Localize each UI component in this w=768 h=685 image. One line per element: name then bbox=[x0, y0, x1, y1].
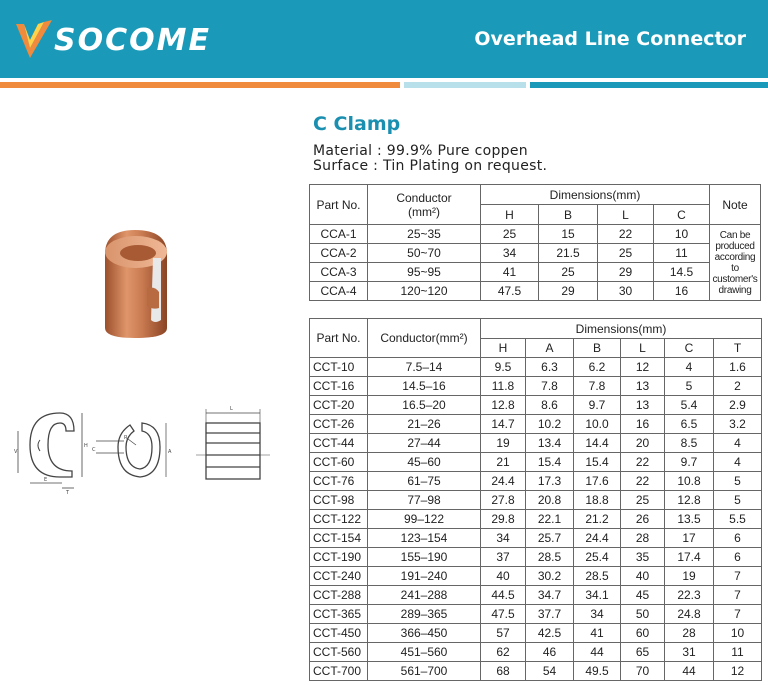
cell-conductor: 99–122 bbox=[368, 510, 481, 529]
cell-t: 4 bbox=[714, 434, 762, 453]
logo-text: SOCOME bbox=[54, 22, 211, 58]
cell-c: 5.4 bbox=[665, 396, 714, 415]
cell-l: 22 bbox=[621, 453, 665, 472]
header-note: Note bbox=[710, 185, 761, 225]
cell-h: 47.5 bbox=[481, 282, 539, 301]
cell-l: 50 bbox=[621, 605, 665, 624]
cell-conductor: 123–154 bbox=[368, 529, 481, 548]
cell-part-no: CCT-700 bbox=[310, 662, 368, 681]
light-stripe bbox=[404, 82, 526, 88]
cell-h: 41 bbox=[481, 263, 539, 282]
cell-part-no: CCT-60 bbox=[310, 453, 368, 472]
cell-c: 44 bbox=[665, 662, 714, 681]
header-part-no: Part No. bbox=[310, 319, 368, 358]
cell-h: 37 bbox=[481, 548, 526, 567]
cell-part-no: CCT-240 bbox=[310, 567, 368, 586]
page-title: Overhead Line Connector bbox=[474, 28, 746, 50]
logo-v-icon bbox=[14, 18, 54, 62]
cell-l: 65 bbox=[621, 643, 665, 662]
table-row bbox=[310, 605, 762, 624]
cell-a: 17.3 bbox=[526, 472, 574, 491]
cell-a: 54 bbox=[526, 662, 574, 681]
orange-stripe bbox=[0, 82, 400, 88]
surface-line: Surface : Tin Plating on request. bbox=[313, 158, 548, 174]
cca-spec-table bbox=[309, 184, 761, 301]
cell-part-no: CCA-4 bbox=[310, 282, 368, 301]
cell-a: 8.6 bbox=[526, 396, 574, 415]
cell-part-no: CCT-20 bbox=[310, 396, 368, 415]
cell-l: 22 bbox=[621, 472, 665, 491]
cell-a: 20.8 bbox=[526, 491, 574, 510]
cell-a: 13.4 bbox=[526, 434, 574, 453]
header-dim-h: H bbox=[481, 339, 526, 358]
header-conductor-unit: (mm²) bbox=[408, 204, 440, 219]
cell-conductor: 16.5–20 bbox=[368, 396, 481, 415]
label-h: H bbox=[84, 443, 88, 449]
cell-note: Can be produced according to customer's drawing bbox=[710, 225, 761, 301]
cell-t: 2 bbox=[714, 377, 762, 396]
cell-a: 46 bbox=[526, 643, 574, 662]
cell-part-no: CCT-26 bbox=[310, 415, 368, 434]
cell-a: 37.7 bbox=[526, 605, 574, 624]
cell-h: 12.8 bbox=[481, 396, 526, 415]
cell-l: 12 bbox=[621, 358, 665, 377]
cell-part-no: CCT-288 bbox=[310, 586, 368, 605]
header-dim-l: L bbox=[621, 339, 665, 358]
table-row bbox=[310, 529, 762, 548]
header-dim-l: L bbox=[598, 205, 654, 225]
table-row bbox=[310, 662, 762, 681]
cell-l: 35 bbox=[621, 548, 665, 567]
table-row bbox=[310, 282, 761, 301]
cell-t: 5.5 bbox=[714, 510, 762, 529]
cell-t: 6 bbox=[714, 548, 762, 567]
cell-b: 49.5 bbox=[574, 662, 621, 681]
cell-conductor: 50~70 bbox=[368, 244, 481, 263]
cell-l: 28 bbox=[621, 529, 665, 548]
header-dim-t: T bbox=[714, 339, 762, 358]
cell-part-no: CCA-1 bbox=[310, 225, 368, 244]
cell-conductor: 27–44 bbox=[368, 434, 481, 453]
teal-stripe bbox=[530, 82, 768, 88]
cell-t: 4 bbox=[714, 453, 762, 472]
cell-b: 34.1 bbox=[574, 586, 621, 605]
cell-b: 18.8 bbox=[574, 491, 621, 510]
cell-h: 34 bbox=[481, 244, 539, 263]
header-conductor: Conductor(mm²) bbox=[368, 319, 481, 358]
cell-conductor: 21–26 bbox=[368, 415, 481, 434]
cell-c: 16 bbox=[654, 282, 710, 301]
cell-t: 7 bbox=[714, 605, 762, 624]
cell-h: 34 bbox=[481, 529, 526, 548]
product-title: C Clamp bbox=[313, 113, 401, 135]
table-row bbox=[310, 358, 762, 377]
label-c: C bbox=[92, 447, 96, 453]
cell-c: 13.5 bbox=[665, 510, 714, 529]
cell-h: 47.5 bbox=[481, 605, 526, 624]
cell-b: 34 bbox=[574, 605, 621, 624]
cell-h: 29.8 bbox=[481, 510, 526, 529]
cell-part-no: CCT-98 bbox=[310, 491, 368, 510]
cell-b: 41 bbox=[574, 624, 621, 643]
header-dim-a: A bbox=[526, 339, 574, 358]
header-dim-c: C bbox=[654, 205, 710, 225]
cell-l: 30 bbox=[598, 282, 654, 301]
dimension-drawings bbox=[0, 395, 280, 505]
cell-part-no: CCT-450 bbox=[310, 624, 368, 643]
cell-b: 25.4 bbox=[574, 548, 621, 567]
cell-a: 42.5 bbox=[526, 624, 574, 643]
table-row bbox=[310, 548, 762, 567]
cell-b: 29 bbox=[539, 282, 598, 301]
cell-b: 25 bbox=[539, 263, 598, 282]
cell-t: 11 bbox=[714, 643, 762, 662]
cell-h: 25 bbox=[481, 225, 539, 244]
cell-part-no: CCT-190 bbox=[310, 548, 368, 567]
cell-l: 16 bbox=[621, 415, 665, 434]
cell-conductor: 120~120 bbox=[368, 282, 481, 301]
cell-conductor: 7.5–14 bbox=[368, 358, 481, 377]
cell-h: 14.7 bbox=[481, 415, 526, 434]
table-row bbox=[310, 244, 761, 263]
cell-b: 9.7 bbox=[574, 396, 621, 415]
cell-part-no: CCT-154 bbox=[310, 529, 368, 548]
cell-part-no: CCT-44 bbox=[310, 434, 368, 453]
cell-b: 17.6 bbox=[574, 472, 621, 491]
cell-h: 11.8 bbox=[481, 377, 526, 396]
cell-a: 28.5 bbox=[526, 548, 574, 567]
cell-l: 22 bbox=[598, 225, 654, 244]
label-e: E bbox=[44, 477, 48, 483]
cell-c: 17 bbox=[665, 529, 714, 548]
header-dimensions: Dimensions(mm) bbox=[481, 319, 762, 339]
cell-t: 3.2 bbox=[714, 415, 762, 434]
cell-t: 12 bbox=[714, 662, 762, 681]
cell-h: 44.5 bbox=[481, 586, 526, 605]
cell-l: 13 bbox=[621, 377, 665, 396]
cell-c: 5 bbox=[665, 377, 714, 396]
table-row bbox=[310, 567, 762, 586]
c-clamp-photo bbox=[95, 228, 175, 340]
table-row bbox=[310, 225, 761, 244]
cell-c: 9.7 bbox=[665, 453, 714, 472]
cell-h: 40 bbox=[481, 567, 526, 586]
cell-t: 7 bbox=[714, 586, 762, 605]
cell-conductor: 155–190 bbox=[368, 548, 481, 567]
cell-b: 28.5 bbox=[574, 567, 621, 586]
cell-l: 29 bbox=[598, 263, 654, 282]
table-row bbox=[310, 396, 762, 415]
cell-part-no: CCA-3 bbox=[310, 263, 368, 282]
cell-conductor: 45–60 bbox=[368, 453, 481, 472]
cell-a: 10.2 bbox=[526, 415, 574, 434]
cell-h: 24.4 bbox=[481, 472, 526, 491]
cell-c: 28 bbox=[665, 624, 714, 643]
cell-h: 19 bbox=[481, 434, 526, 453]
cell-c: 22.3 bbox=[665, 586, 714, 605]
cell-l: 70 bbox=[621, 662, 665, 681]
cell-h: 62 bbox=[481, 643, 526, 662]
table-row bbox=[310, 586, 762, 605]
label-t: T bbox=[66, 490, 70, 496]
cell-b: 14.4 bbox=[574, 434, 621, 453]
material-line: Material : 99.9% Pure coppen bbox=[313, 143, 528, 159]
cell-conductor: 366–450 bbox=[368, 624, 481, 643]
cell-l: 40 bbox=[621, 567, 665, 586]
table-row bbox=[310, 643, 762, 662]
header-part-no: Part No. bbox=[310, 185, 368, 225]
table-row bbox=[310, 510, 762, 529]
cell-a: 25.7 bbox=[526, 529, 574, 548]
header-conductor-label: Conductor bbox=[396, 190, 452, 205]
cell-c: 31 bbox=[665, 643, 714, 662]
cell-a: 30.2 bbox=[526, 567, 574, 586]
cell-a: 22.1 bbox=[526, 510, 574, 529]
cell-t: 5 bbox=[714, 491, 762, 510]
cell-t: 10 bbox=[714, 624, 762, 643]
cell-b: 21.2 bbox=[574, 510, 621, 529]
cell-a: 15.4 bbox=[526, 453, 574, 472]
cell-t: 2.9 bbox=[714, 396, 762, 415]
cell-c: 17.4 bbox=[665, 548, 714, 567]
header-band bbox=[0, 0, 768, 78]
cell-conductor: 289–365 bbox=[368, 605, 481, 624]
cell-c: 11 bbox=[654, 244, 710, 263]
cell-conductor: 14.5–16 bbox=[368, 377, 481, 396]
cell-b: 6.2 bbox=[574, 358, 621, 377]
cell-conductor: 561–700 bbox=[368, 662, 481, 681]
cell-part-no: CCA-2 bbox=[310, 244, 368, 263]
cell-conductor: 241–288 bbox=[368, 586, 481, 605]
cell-c: 10.8 bbox=[665, 472, 714, 491]
cell-l: 26 bbox=[621, 510, 665, 529]
table-row bbox=[310, 491, 762, 510]
header-conductor bbox=[368, 185, 481, 225]
cell-b: 15.4 bbox=[574, 453, 621, 472]
cell-b: 7.8 bbox=[574, 377, 621, 396]
cell-c: 6.5 bbox=[665, 415, 714, 434]
cell-t: 5 bbox=[714, 472, 762, 491]
table-row bbox=[310, 472, 762, 491]
cell-t: 7 bbox=[714, 567, 762, 586]
cell-b: 44 bbox=[574, 643, 621, 662]
label-a: A bbox=[168, 449, 172, 455]
table-row bbox=[310, 624, 762, 643]
cell-c: 10 bbox=[654, 225, 710, 244]
cell-part-no: CCT-10 bbox=[310, 358, 368, 377]
header-dim-c: C bbox=[665, 339, 714, 358]
cell-c: 24.8 bbox=[665, 605, 714, 624]
cell-h: 57 bbox=[481, 624, 526, 643]
cell-c: 19 bbox=[665, 567, 714, 586]
cell-t: 1.6 bbox=[714, 358, 762, 377]
company-logo bbox=[14, 14, 211, 66]
cell-conductor: 191–240 bbox=[368, 567, 481, 586]
cell-conductor: 95~95 bbox=[368, 263, 481, 282]
cell-part-no: CCT-365 bbox=[310, 605, 368, 624]
cct-spec-table bbox=[309, 318, 762, 681]
cell-conductor: 77–98 bbox=[368, 491, 481, 510]
cell-h: 21 bbox=[481, 453, 526, 472]
cell-l: 20 bbox=[621, 434, 665, 453]
cell-b: 24.4 bbox=[574, 529, 621, 548]
header-dim-h: H bbox=[481, 205, 539, 225]
cell-h: 27.8 bbox=[481, 491, 526, 510]
table-row bbox=[310, 263, 761, 282]
cell-c: 8.5 bbox=[665, 434, 714, 453]
cell-c: 4 bbox=[665, 358, 714, 377]
cell-h: 9.5 bbox=[481, 358, 526, 377]
cell-b: 10.0 bbox=[574, 415, 621, 434]
cell-a: 6.3 bbox=[526, 358, 574, 377]
cell-l: 25 bbox=[621, 491, 665, 510]
cell-l: 13 bbox=[621, 396, 665, 415]
cell-conductor: 61–75 bbox=[368, 472, 481, 491]
cell-a: 7.8 bbox=[526, 377, 574, 396]
label-v: V bbox=[14, 449, 18, 455]
cell-part-no: CCT-122 bbox=[310, 510, 368, 529]
table-row bbox=[310, 415, 762, 434]
header-dim-b: B bbox=[574, 339, 621, 358]
cell-part-no: CCT-76 bbox=[310, 472, 368, 491]
cell-l: 25 bbox=[598, 244, 654, 263]
cell-l: 45 bbox=[621, 586, 665, 605]
label-r: R bbox=[124, 435, 128, 441]
cell-h: 68 bbox=[481, 662, 526, 681]
header-dimensions: Dimensions(mm) bbox=[481, 185, 710, 205]
table-row bbox=[310, 453, 762, 472]
header-dim-b: B bbox=[539, 205, 598, 225]
cell-part-no: CCT-560 bbox=[310, 643, 368, 662]
cell-l: 60 bbox=[621, 624, 665, 643]
cell-c: 12.8 bbox=[665, 491, 714, 510]
cell-conductor: 451–560 bbox=[368, 643, 481, 662]
cell-b: 15 bbox=[539, 225, 598, 244]
cell-b: 21.5 bbox=[539, 244, 598, 263]
cell-conductor: 25~35 bbox=[368, 225, 481, 244]
cell-c: 14.5 bbox=[654, 263, 710, 282]
cell-part-no: CCT-16 bbox=[310, 377, 368, 396]
table-row bbox=[310, 434, 762, 453]
cell-t: 6 bbox=[714, 529, 762, 548]
cell-a: 34.7 bbox=[526, 586, 574, 605]
table-row bbox=[310, 377, 762, 396]
label-l: L bbox=[230, 406, 233, 412]
